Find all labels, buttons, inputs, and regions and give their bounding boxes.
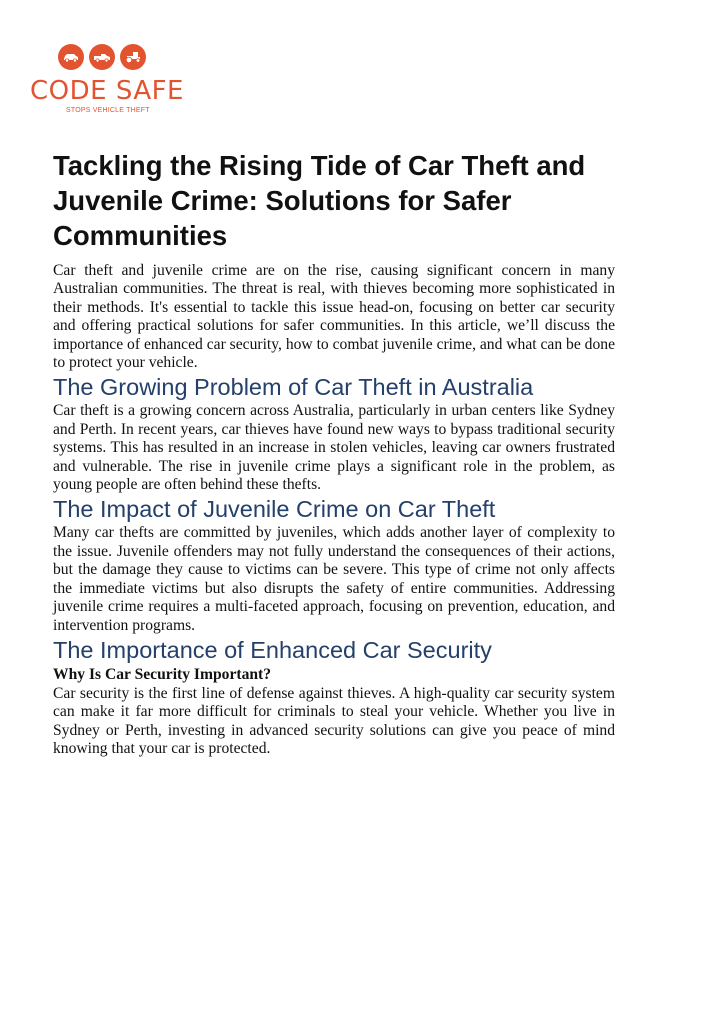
logo-wordmark: CODE SAFE	[30, 76, 184, 106]
section-heading-juvenile-crime: The Impact of Juvenile Crime on Car Theft	[53, 496, 496, 523]
logo-tagline: STOPS VEHICLE THEFT	[66, 107, 150, 114]
car-icon	[58, 44, 84, 70]
section-paragraph-juvenile-crime: Many car thefts are committed by juveniles, which adds another layer of complexity to the issue. Juvenile offenders may not fully understand the consequences of their actions, but the damage they cause to victims can be severe. This type of crime not only affects the immediate victims but also disrupts the safety of entire communities. Addressing juvenile crime requires a multi-faceted approach, focusing on prevention, education, and intervention programs.	[53, 524, 615, 634]
section-heading-car-security: The Importance of Enhanced Car Security	[53, 636, 492, 663]
article-title: Tackling the Rising Tide of Car Theft and Juvenile Crime: Solutions for Safer Communities	[53, 150, 586, 251]
logo-icons	[58, 44, 146, 70]
section-paragraph-car-security: Car security is the first line of defense against thieves. A high-quality car security system can make it far more difficult for criminals to steal your vehicle. Whether you live in Sydney or Perth, investing in advanced security solutions can give you peace of mind knowing that your car is protected.	[53, 684, 615, 758]
section-paragraph-car-theft: Car theft is a growing concern across Australia, particularly in urban centers like Sydney and Perth. In recent years, car thieves have found new ways to bypass traditional security systems. This has resulted in an increase in stolen vehicles, leaving car owners frustrated and vulnerable. The rise in juvenile crime plays a significant role in the problem, as young people are often behind these thefts.	[53, 402, 615, 494]
section-heading-car-theft: The Growing Problem of Car Theft in Australia	[53, 374, 534, 401]
tractor-icon	[120, 44, 146, 70]
article	[53, 148, 615, 759]
intro-paragraph: Car theft and juvenile crime are on the rise, causing significant concern in many Australian communities. The threat is real, with thieves becoming more sophisticated in their methods. It's essential to tackle this issue head-on, focusing on better car security and offering practical solutions for safer communities. In this article, we’ll discuss the importance of enhanced car security, how to combat juvenile crime, and what can be done to protect your vehicle.	[53, 262, 615, 372]
pickup-truck-icon	[89, 44, 115, 70]
subheading-why-car-security: Why Is Car Security Important?	[53, 665, 272, 683]
code-safe-logo	[28, 40, 184, 120]
